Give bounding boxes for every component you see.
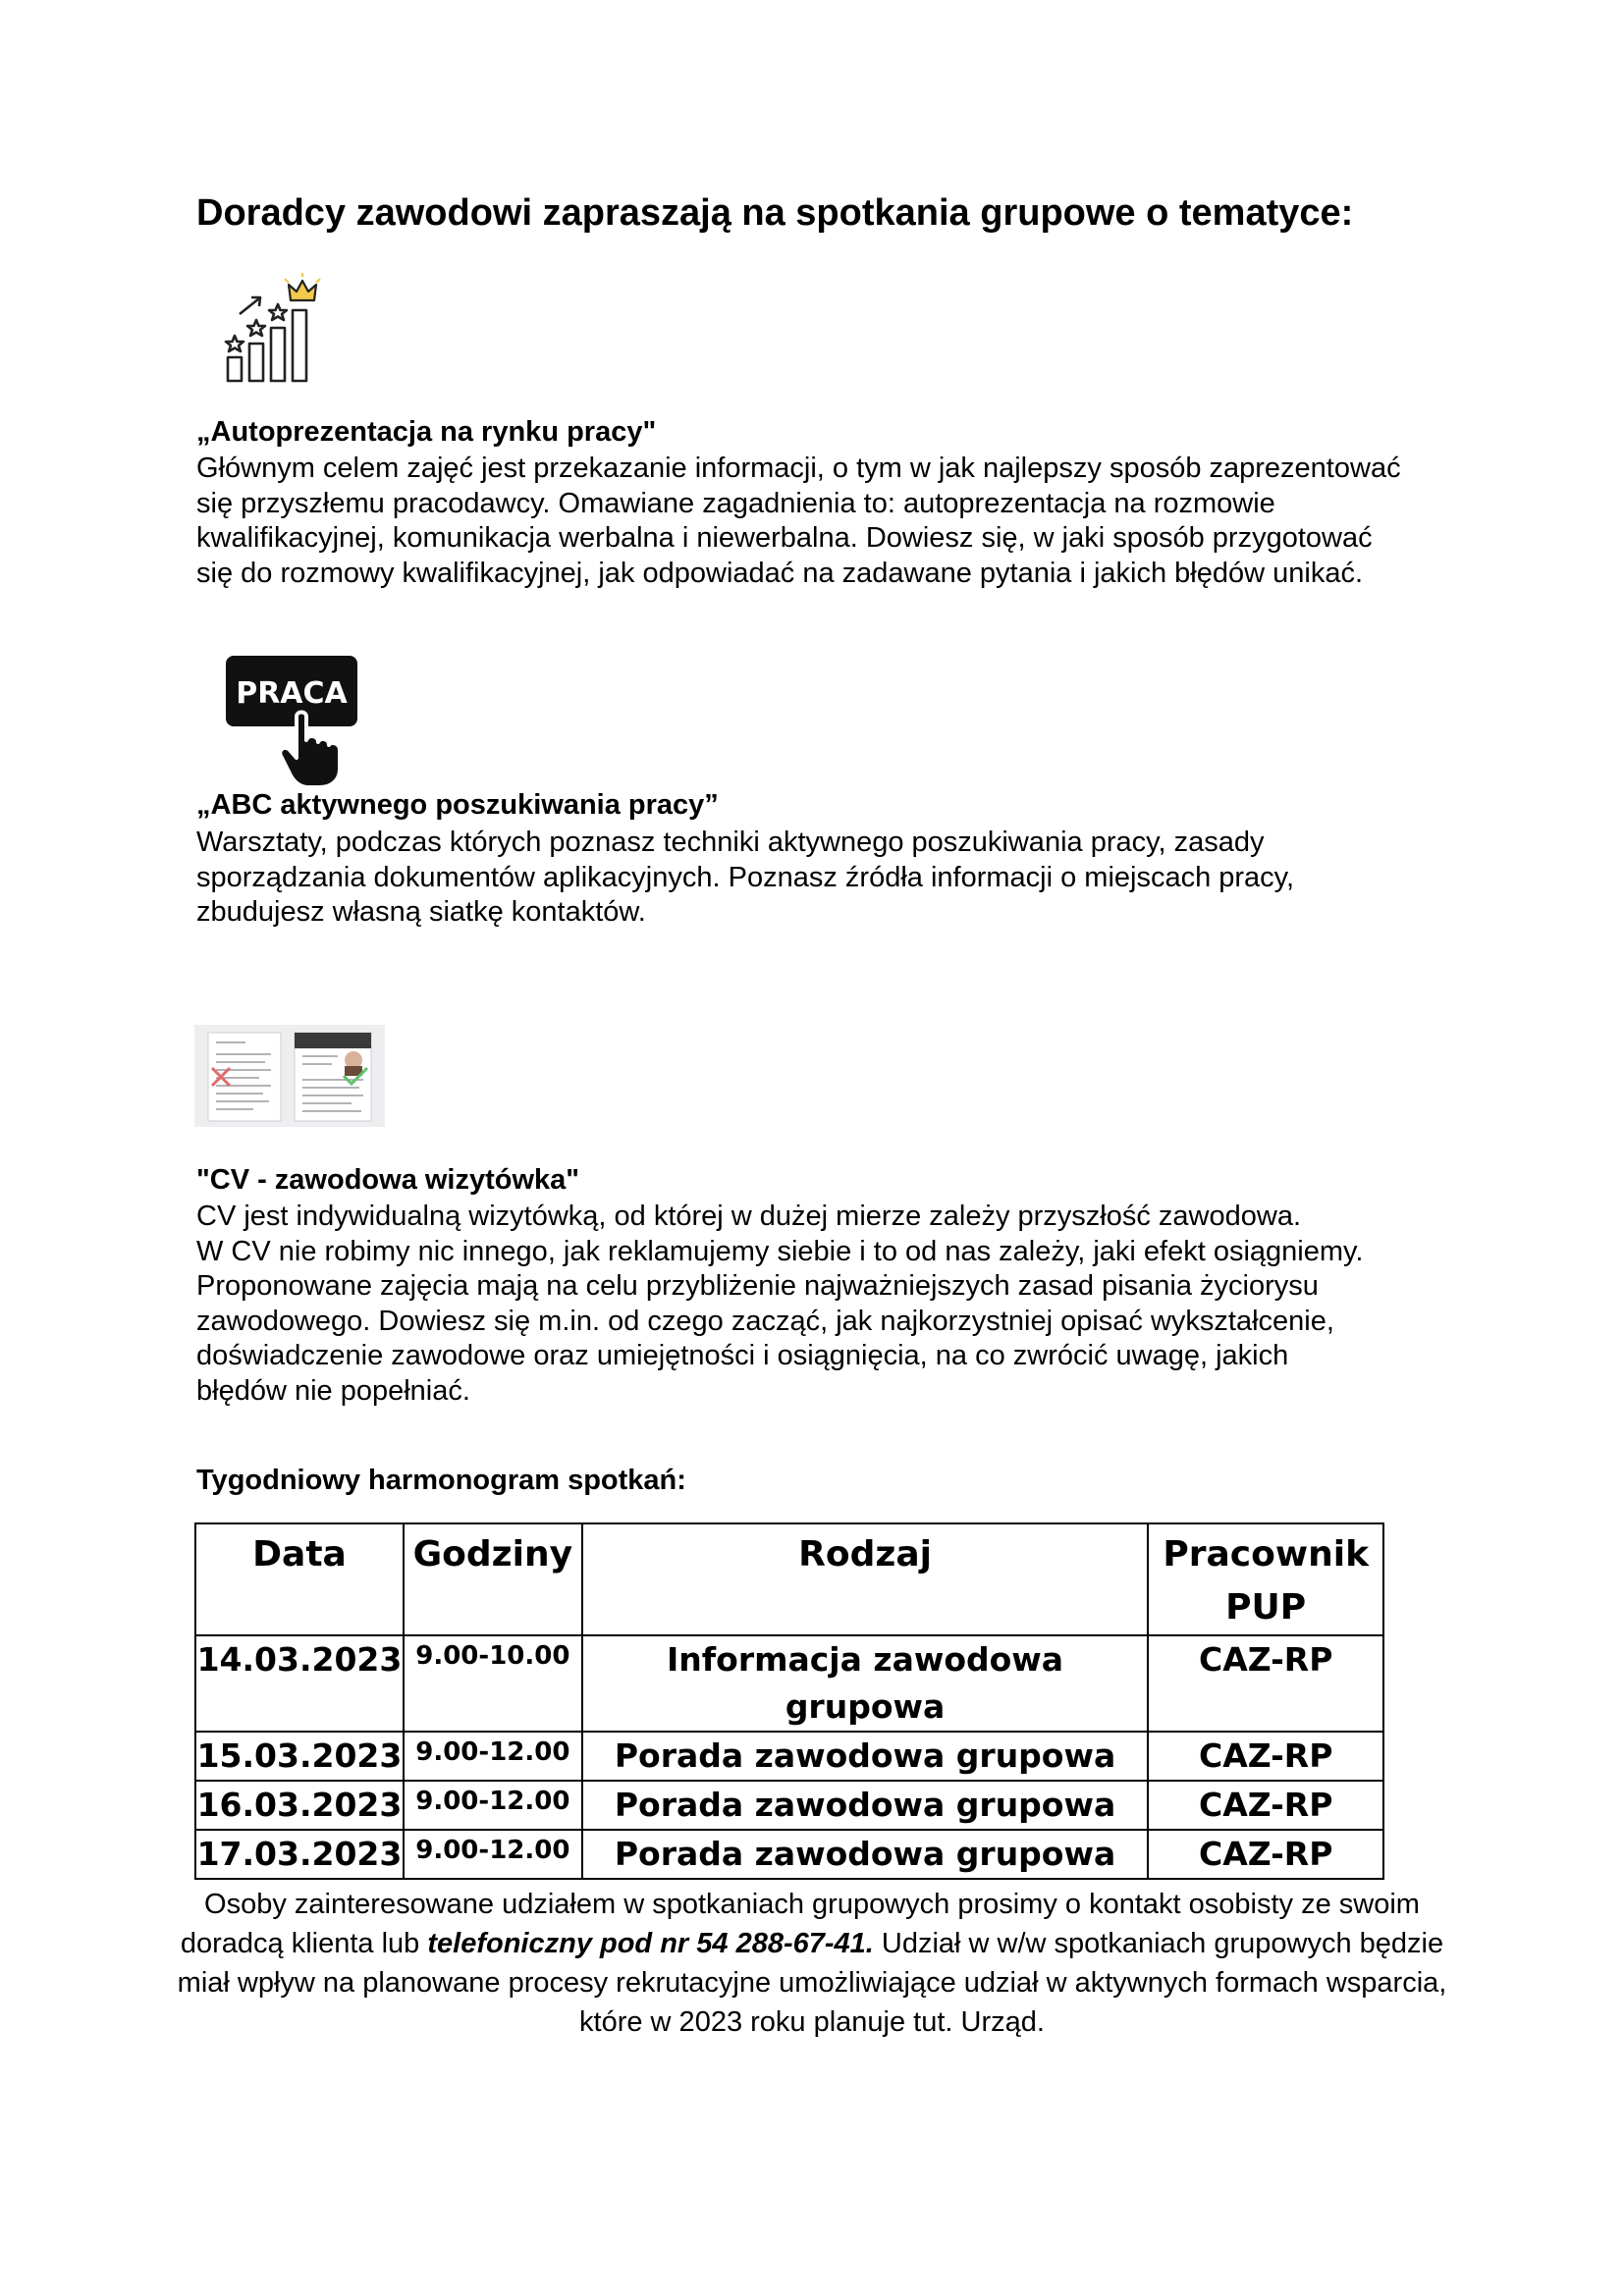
cell-staff: CAZ-RP bbox=[1148, 1830, 1383, 1879]
cell-date: 16.03.2023 bbox=[195, 1781, 404, 1830]
section-title-cv: "CV - zawodowa wizytówka" bbox=[196, 1164, 580, 1196]
contact-phone: telefoniczny pod nr 54 288-67-41. bbox=[427, 1928, 874, 1959]
section-title-autoprezentacja: „Autoprezentacja na rynku pracy" bbox=[196, 416, 657, 448]
header-data: Data bbox=[195, 1523, 404, 1635]
cell-hours: 9.00-12.00 bbox=[404, 1781, 582, 1830]
table-row bbox=[195, 1830, 1383, 1879]
header-rodzaj: Rodzaj bbox=[582, 1523, 1149, 1635]
page-title: Doradcy zawodowi zapraszają na spotkania grupowe o tematyce: bbox=[196, 192, 1354, 234]
section-title-abc: „ABC aktywnego poszukiwania pracy” bbox=[196, 789, 719, 821]
cell-date: 17.03.2023 bbox=[195, 1830, 404, 1879]
growth-stars-chart-icon bbox=[224, 271, 332, 385]
cell-staff: CAZ-RP bbox=[1148, 1781, 1383, 1830]
cell-date: 15.03.2023 bbox=[195, 1732, 404, 1781]
header-godziny: Godziny bbox=[404, 1523, 582, 1635]
cell-date: 14.03.2023 bbox=[195, 1635, 404, 1732]
table-row bbox=[195, 1781, 1383, 1830]
praca-button-hand-icon bbox=[224, 652, 361, 789]
schedule-header-row bbox=[195, 1523, 1383, 1635]
cell-type: Porada zawodowa grupowa bbox=[582, 1732, 1149, 1781]
schedule-table bbox=[194, 1522, 1384, 1880]
cell-hours: 9.00-12.00 bbox=[404, 1830, 582, 1879]
section-text-cv: CV jest indywidualną wizytówką, od której w dużej mierze zależy przyszłość zawodowa. W CV nie robimy nic innego, jak reklamujemy siebie i to od nas zależy, jaki efekt osiągniemy. Proponowane zajęcia mają na celu przybliżenie najważniejszych zasad pisania życiorysu zawodowego. Dowiesz się m.in. od czego zacząć, jak najkorzystniej opisać wykształcenie, doświadczenie zawodowe oraz umiejętności i osiągnięcia, na co zwrócić uwagę, jakich błędów nie popełniać. bbox=[196, 1201, 1364, 1407]
cell-type: Porada zawodowa grupowa bbox=[582, 1830, 1149, 1879]
table-row bbox=[195, 1732, 1383, 1781]
contact-text-part1: Osoby zainteresowane udziałem w spotkaniach grupowych prosimy o kontakt osobisty ze swoim doradcą klienta lub bbox=[180, 1889, 1420, 1959]
header-pracownik: Pracownik PUP bbox=[1148, 1523, 1383, 1635]
cell-hours: 9.00-12.00 bbox=[404, 1732, 582, 1781]
cell-hours: 9.00-10.00 bbox=[404, 1635, 582, 1732]
contact-text-part2: Udział w w/w spotkaniach grupowych będzie miał wpływ na planowane procesy rekrutacyjne umożliwiające udział w aktywnych formach wsparcia, które w 2023 roku planuje tut. Urząd. bbox=[177, 1928, 1447, 2038]
cv-comparison-icon bbox=[194, 1025, 385, 1127]
cell-staff: CAZ-RP bbox=[1148, 1635, 1383, 1732]
section-text-abc: Warsztaty, podczas których poznasz techniki aktywnego poszukiwania pracy, zasady sporządzania dokumentów aplikacyjnych. Poznasz źródła informacji o miejscach pracy, zbudujesz własną siatkę kontaktów. bbox=[196, 827, 1295, 928]
section-text-autoprezentacja: Głównym celem zajęć jest przekazanie informacji, o tym w jak najlepszy sposób zaprezentować się przyszłemu pracodawcy. Omawiane zagadnienia to: autoprezentacja na rozmowie kwalifikacyjnej, komunikacja werbalna i niewerbalna. Dowiesz się, w jaki sposób przygotować się do rozmowy kwalifikacyjnej, jak odpowiadać na zadawane pytania i jakich błędów unikać. bbox=[196, 453, 1401, 589]
schedule-heading: Tygodniowy harmonogram spotkań: bbox=[196, 1465, 686, 1496]
table-row bbox=[195, 1635, 1383, 1732]
cell-type: Informacja zawodowa grupowa bbox=[582, 1635, 1149, 1732]
cell-type: Porada zawodowa grupowa bbox=[582, 1781, 1149, 1830]
cell-staff: CAZ-RP bbox=[1148, 1732, 1383, 1781]
contact-info bbox=[177, 1885, 1447, 2042]
praca-button-label: PRACA bbox=[236, 676, 348, 711]
